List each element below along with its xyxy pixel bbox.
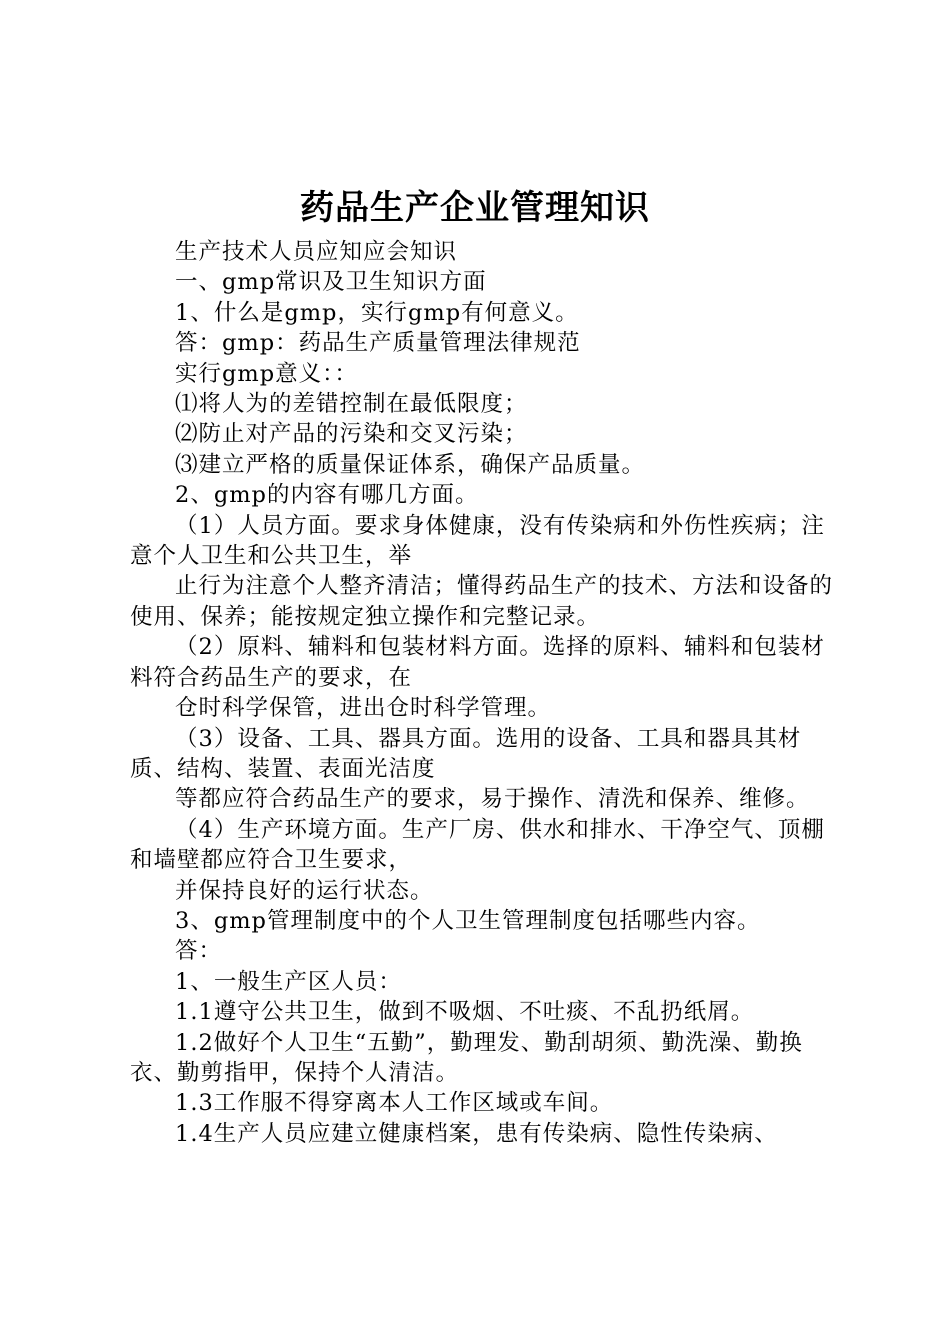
paragraph-question-3: 3、gmp管理制度中的个人卫生管理制度包括哪些内容。 — [175, 907, 761, 934]
paragraph-personnel-cont: 止行为注意个人整齐清洁；懂得药品生产的技术、方法和设备的使用、保养；能按规定独立操作和完整记录。 — [130, 573, 834, 630]
paragraph-equipment: （3）设备、工具、器具方面。选用的设备、工具和器具其材质、结构、装置、表面光洁度 — [130, 725, 802, 782]
paragraph-personnel: （1）人员方面。要求身体健康，没有传染病和外伤性疾病；注意个人卫生和公共卫生，举 — [130, 512, 825, 570]
document-body — [130, 237, 842, 1149]
paragraph-rule-1-2: 1.2做好个人卫生“五勤”，勤理发、勤刮胡须、勤洗澡、勤换衣、勤剪指甲，保持个人清洁。 — [130, 1029, 803, 1086]
paragraph-rule-1-3: 1.3工作服不得穿离本人工作区域或车间。 — [175, 1090, 614, 1117]
paragraph-environment-cont: 并保持良好的运行状态。 — [175, 877, 434, 904]
paragraph-environment: （4）生产环境方面。生产厂房、供水和排水、干净空气、顶棚和墙壁都应符合卫生要求， — [130, 816, 825, 874]
paragraph-meaning-1: ⑴将人为的差错控制在最低限度； — [175, 391, 528, 418]
paragraph-rule-1-1: 1.1遵守公共卫生，做到不吸烟、不吐痰、不乱扔纸屑。 — [175, 999, 755, 1026]
paragraph-meaning-heading: 实行gmp意义：： — [175, 360, 358, 387]
paragraph-meaning-3: ⑶建立严格的质量保证体系，确保产品质量。 — [175, 451, 646, 478]
paragraph-meaning-2: ⑵防止对产品的污染和交叉污染； — [175, 421, 528, 448]
paragraph-section-heading: 一、gmp常识及卫生知识方面 — [175, 269, 487, 296]
paragraph-answer-label: 答： — [175, 938, 223, 965]
paragraph-rule-1-4: 1.4生产人员应建立健康档案，患有传染病、隐性传染病、 — [175, 1120, 778, 1147]
paragraph-materials-cont: 仓时科学保管，进出仓时科学管理。 — [175, 695, 552, 722]
paragraph-intro-heading: 生产技术人员应知应会知识 — [175, 239, 458, 265]
paragraph-question-1: 1、什么是gmp，实行gmp有何意义。 — [175, 299, 579, 326]
document-title: 药品生产企业管理知识 — [300, 188, 650, 228]
paragraph-answer-1: 答：gmp：药品生产质量管理法律规范 — [175, 330, 581, 357]
paragraph-question-2: 2、gmp的内容有哪几方面。 — [175, 482, 479, 509]
paragraph-materials: （2）原料、辅料和包装材料方面。选择的原料、辅料和包装材料符合药品生产的要求，在 — [130, 634, 825, 691]
paragraph-equipment-cont: 等都应符合药品生产的要求，易于操作、清洗和保养、维修。 — [175, 786, 810, 813]
paragraph-general-area: 1、一般生产区人员： — [175, 968, 402, 995]
